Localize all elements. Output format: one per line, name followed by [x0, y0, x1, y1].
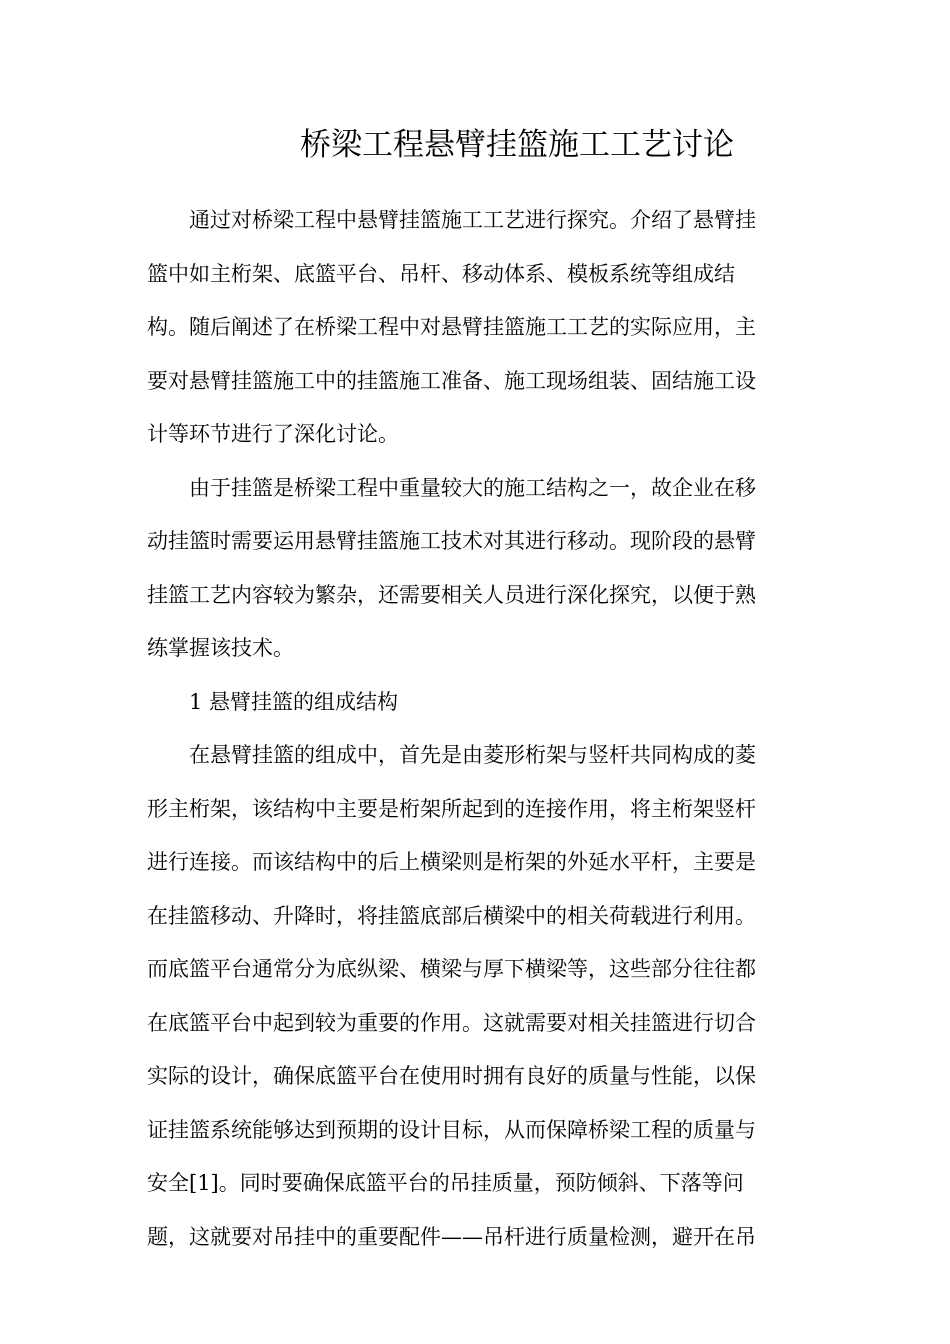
- text-line: 篮中如主桁架、底篮平台、吊杆、移动体系、模板系统等组成结: [147, 261, 735, 286]
- text-line: 挂篮工艺内容较为繁杂，还需要相关人员进行深化探究，以便于熟: [147, 582, 756, 607]
- paragraph-section-1: [147, 729, 797, 1264]
- text-line: 证挂篮系统能够达到预期的设计目标，从而保障桥梁工程的质量与: [147, 1117, 756, 1142]
- text-line: 实际的设计，确保底篮平台在使用时拥有良好的质量与性能，以保: [147, 1064, 756, 1088]
- text-line: 构。随后阐述了在桥梁工程中对悬臂挂篮施工工艺的实际应用，主: [147, 315, 756, 339]
- text-line: 计等环节进行了深化讨论。: [147, 422, 399, 446]
- text-line: 形主桁架，该结构中主要是桁架所起到的连接作用，将主桁架竖杆: [147, 796, 756, 821]
- text-line: 在挂篮移动、升降时，将挂篮底部后横梁中的相关荷载进行利用。: [147, 903, 756, 928]
- text-line: 进行连接。而该结构中的后上横梁则是桁架的外延水平杆，主要是: [147, 850, 756, 874]
- text-line: 题，这就要对吊挂中的重要配件——吊杆进行质量检测，避开在吊: [147, 1224, 756, 1249]
- text-line: 通过对桥梁工程中悬臂挂篮施工工艺进行探究。介绍了悬臂挂: [189, 208, 756, 232]
- text-line: 在底篮平台中起到较为重要的作用。这就需要对相关挂篮进行切合: [147, 1010, 756, 1035]
- text-line: 安全[1]。同时要确保底篮平台的吊挂质量，预防倾斜、下落等问: [147, 1171, 744, 1195]
- text-line: 在悬臂挂篮的组成中，首先是由菱形桁架与竖杆共同构成的菱: [189, 743, 756, 767]
- text-line: 动挂篮时需要运用悬臂挂篮施工技术对其进行移动。现阶段的悬臂: [147, 529, 756, 553]
- paragraph-intro: [147, 462, 797, 676]
- text-line: 由于挂篮是桥梁工程中重量较大的施工结构之一，故企业在移: [189, 475, 756, 500]
- document-body: [147, 194, 797, 1264]
- paragraph-abstract: [147, 194, 797, 462]
- document-title: 桥梁工程悬臂挂篮施工工艺讨论: [300, 127, 734, 163]
- text-line: 而底篮平台通常分为底纵梁、横梁与厚下横梁等，这些部分往往都: [147, 957, 756, 981]
- text-line: 练掌握该技术。: [147, 636, 294, 660]
- section-heading: 1 悬臂挂篮的组成结构: [189, 689, 399, 714]
- text-line: 要对悬臂挂篮施工中的挂篮施工准备、施工现场组装、固结施工设: [147, 368, 756, 393]
